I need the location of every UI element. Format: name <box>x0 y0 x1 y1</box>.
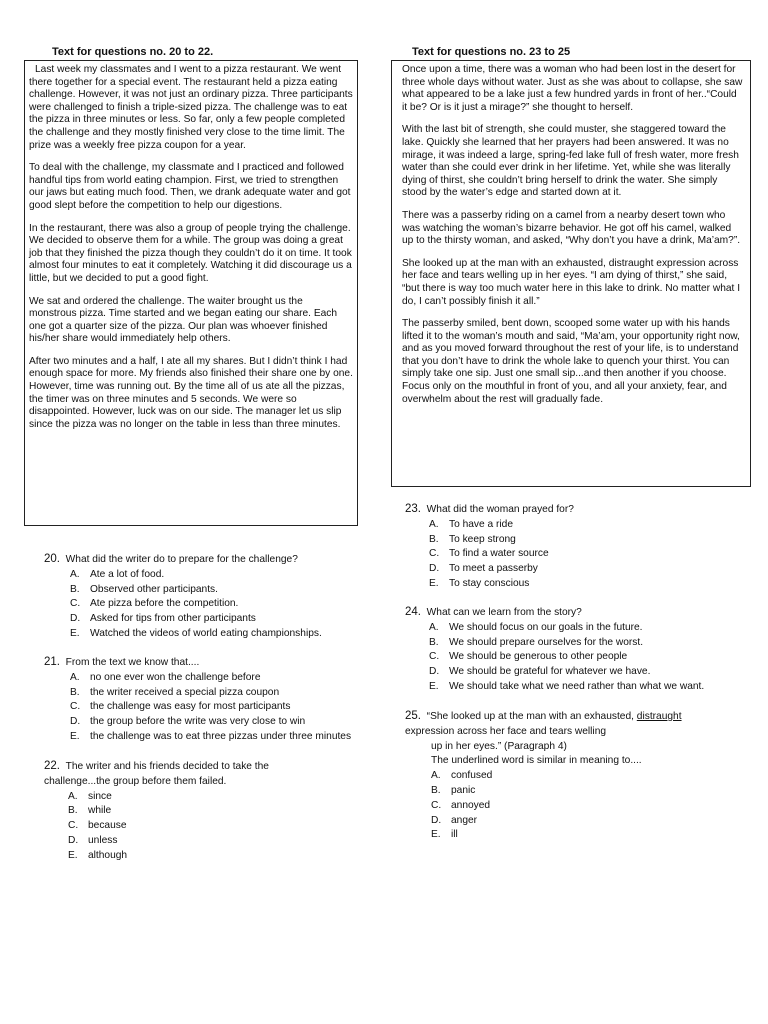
option[interactable]: B. while <box>68 805 112 817</box>
option[interactable]: C. To find a water source <box>429 548 549 560</box>
question-stem: What can we learn from the story? <box>426 607 582 618</box>
underlined-word: distraught <box>636 711 682 722</box>
question-stem: What did the writer do to prepare for the challenge? <box>65 554 298 565</box>
option[interactable]: B. panic <box>431 784 476 796</box>
option[interactable]: A. We should focus on our goals in the future. <box>429 621 643 633</box>
left-paragraph-2: To deal with the challenge, my classmate and I practiced and followed handful tips from world eating champion. First, we tried to strengthen our jaws but eating much food. Then, we drank adequate water and got good slept before the competition to help our digestions. <box>29 162 351 211</box>
option[interactable]: E. We should take what we need rather than what we want. <box>429 680 705 692</box>
right-paragraph-2: With the last bit of strength, she could muster, she staggered toward the lake. Quickly she learned that her prayers had been answered. It was no mirage, it was indeed a large, spring-fed lake full of fresh water, more fresh water than she could ever drink in her lifetime. Yet, while she was literally dying of thirst, she couldn’t bring herself to drink the water. She simply stood by the water’s edge and started down at it. <box>402 124 739 199</box>
left-paragraph-5: After two minutes and a half, I ate all my shares. But I didn’t think I had enough space for more. My friends also finished their share one by one. However, time was running out. By the time all of us ate all the pizzas, the timer was on three minutes and 5 seconds. We were so disappointed. However, luck was on our side. The manager let us slip since the pizza was no longer on the table in less than three minutes. <box>29 355 353 430</box>
option[interactable]: B. We should prepare ourselves for the worst. <box>429 636 644 648</box>
option[interactable]: E. Watched the videos of world eating championships. <box>70 627 322 639</box>
option[interactable]: D. To meet a passerby <box>429 563 538 575</box>
left-paragraph-4: We sat and ordered the challenge. The waiter brought us the monstrous pizza. Time started and we began eating our share. Each one got a quarter size of the pizza. Our plan was whoever finished his/her share would immediately help others. <box>29 295 338 345</box>
option[interactable]: E. To stay conscious <box>429 577 530 589</box>
question-number: 25. <box>405 710 421 722</box>
question-25 <box>405 709 735 843</box>
question-number: 22. <box>44 760 60 772</box>
question-stem-line: The underlined word is similar in meaning to.... <box>431 755 642 767</box>
option[interactable]: C. annoyed <box>431 799 491 811</box>
right-paragraph-1: Once upon a time, there was a woman who had been lost in the desert for three whole days without water. Just as she was about to collapse, she saw what appeared to be a lake just a few hundred yards in front of her..“Could it be? Or is it just a mirage?” she thought to herself. <box>402 64 743 113</box>
question-stem: The writer and his friends decided to take the challenge...the group before them failed. <box>44 761 269 787</box>
left-heading: Text for questions no. 20 to 22. <box>52 46 214 58</box>
question-stem-line: up in her eyes.” (Paragraph 4) <box>431 740 567 752</box>
option[interactable]: C. Ate pizza before the competition. <box>70 598 239 610</box>
question-stem: “She looked up at the man with an exhausted, <box>426 711 637 722</box>
right-paragraph-3: There was a passerby riding on a camel from a nearby desert town who was watching the woman’s bizarre behavior. He got off his camel, walked up to the thirsty woman, and asked, “Why don’t you have a drink, Ma’am?”. <box>402 209 741 247</box>
option[interactable]: D. Asked for tips from other participants <box>70 613 256 625</box>
question-stem: From the text we know that.... <box>65 657 200 668</box>
option[interactable]: C. the challenge was easy for most participants <box>70 701 291 713</box>
left-reading-passage <box>24 60 358 526</box>
option[interactable]: A. Ate a lot of food. <box>70 568 165 580</box>
option[interactable]: C. because <box>68 820 127 832</box>
question-number: 20. <box>44 553 60 565</box>
question-stem-line: expression across her face and tears welling <box>405 725 607 737</box>
right-reading-passage <box>391 60 751 487</box>
option[interactable]: B. To keep strong <box>429 533 516 545</box>
right-paragraph-4: She looked up at the man with an exhausted, distraught expression across her face and tears welling up in her eyes. “I am dying of thirst,” she said, “but there is way too much water here in this lake to drink. No matter what I do, I can’t possibly finish it all.” <box>402 257 741 307</box>
question-21 <box>44 655 374 745</box>
option[interactable]: A. no one ever won the challenge before <box>70 671 261 683</box>
option[interactable]: D. the group before the write was very close to win <box>70 716 306 728</box>
option[interactable]: E. the challenge was to eat three pizzas under three minutes <box>70 730 352 742</box>
option[interactable]: A. confused <box>431 770 493 782</box>
option[interactable]: E. although <box>68 849 128 861</box>
option[interactable]: E. ill <box>431 829 458 841</box>
question-20 <box>44 552 364 642</box>
option[interactable]: D. anger <box>431 814 478 826</box>
option[interactable]: D. unless <box>68 834 118 846</box>
question-23 <box>405 502 745 592</box>
option[interactable]: C. We should be generous to other people <box>429 651 628 663</box>
right-heading: Text for questions no. 23 to 25 <box>412 46 571 58</box>
option[interactable]: B. the writer received a special pizza coupon <box>70 686 280 698</box>
option[interactable]: A. To have a ride <box>429 518 513 530</box>
right-paragraph-5: The passerby smiled, bent down, scooped some water up with his hands lifted it to the woman’s mouth and said, “Ma’am, your opportunity right now, and as you moved forward throughout the rest of your life, is to understand that you don’t have to drink the whole lake to quench your thirst. You can simply take one sip. Just one small sip...and then another if you choose. Focus only on the mouthful in front of you, and all your anxiety, fear, and overwhelm about the rest will gradually fade. <box>402 318 740 405</box>
question-number: 21. <box>44 656 60 668</box>
option[interactable]: B. Observed other participants. <box>70 583 218 595</box>
question-stem: What did the woman prayed for? <box>426 504 574 515</box>
left-paragraph-1: Last week my classmates and I went to a pizza restaurant. We went there together for a special event. The restaurant held a pizza eating challenge. However, it was not just an ordinary pizza. Three participants were challenged to finish a triple-sized pizza. The challenge was to eat the pizza in three minutes or less. So far, only a few people completed the challenge and they mostly finished very close to the time limit. The prize was a weekly free pizza coupon for a year. <box>29 64 353 151</box>
question-number: 23. <box>405 503 421 515</box>
left-paragraph-3: In the restaurant, there was also a group of people trying the challenge. We decided to observe them for a while. The group was doing a great job that they finished the pizza though they couldn’t do it on time. It took almost four minutes to eat it completely. Watching it did discourage us a little, but we decided to put a good fight. <box>29 222 352 284</box>
option[interactable]: D. We should be grateful for whatever we have. <box>429 666 651 678</box>
question-22 <box>44 759 334 864</box>
question-24 <box>405 605 750 695</box>
question-number: 24. <box>405 606 421 618</box>
option[interactable]: A. since <box>68 790 112 802</box>
